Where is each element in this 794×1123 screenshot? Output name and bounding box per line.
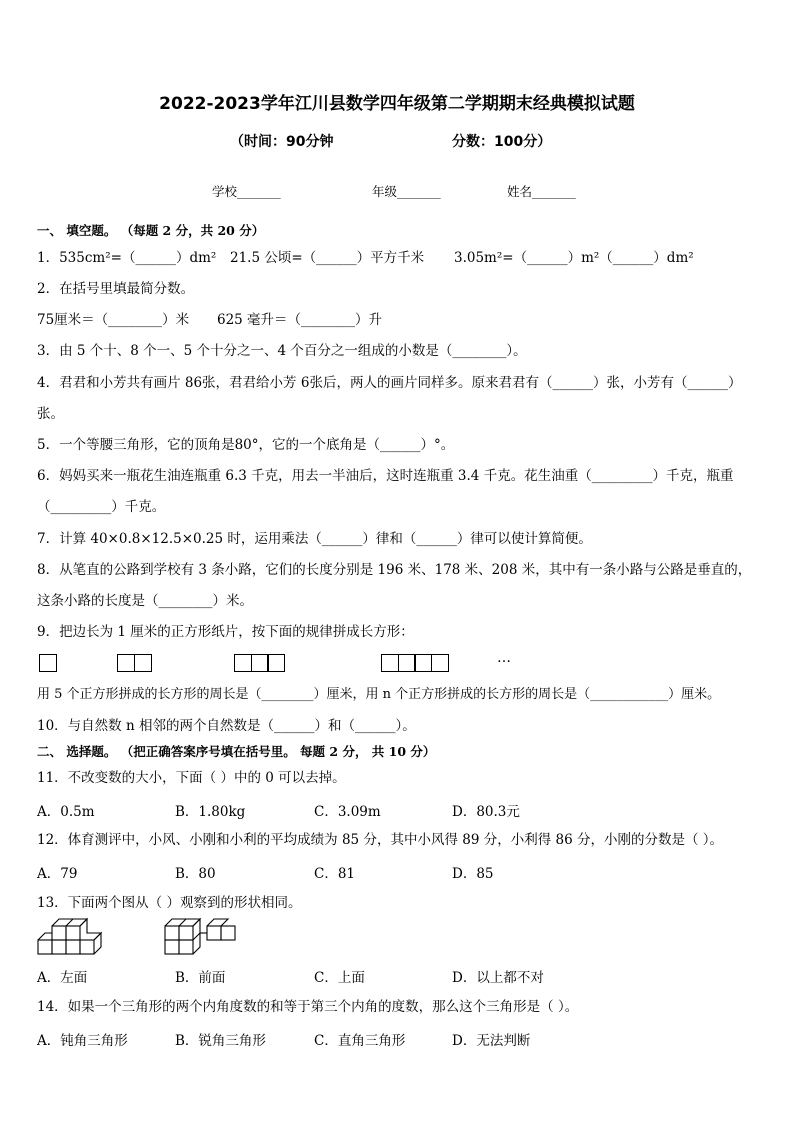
unit-square (267, 654, 285, 672)
unit-square (234, 654, 252, 672)
cube-figure-2 (164, 918, 240, 958)
question-12-option-a: A．79 (37, 866, 78, 882)
question-5: 5．一个等腰三角形，它的顶角是80°，它的一个底角是（______）°。 (37, 437, 455, 453)
question-12: 12．体育测评中，小风、小刚和小利的平均成绩为 85 分，其中小风得 89 分，小利得 86 分，小刚的分数是（ ）。 (37, 832, 724, 848)
question-12-option-b: B．80 (175, 866, 216, 882)
square-strip-1 (39, 654, 56, 672)
unit-square (134, 654, 152, 672)
question-6-line-2: （_________）千克。 (37, 499, 166, 515)
question-1-part-a: 1．535cm²=（______）dm² (37, 250, 217, 266)
question-3: 3．由 5 个十、8 个一、5 个十分之一、4 个百分之一组成的小数是（________）。 (37, 343, 527, 359)
section-heading-fill-in: 一、 填空题。 （每题 2 分，共 20 分） (37, 223, 265, 238)
unit-square (381, 654, 399, 672)
question-11-option-b: B．1.80kg (175, 804, 246, 820)
question-11-option-a: A．0.5m (37, 804, 95, 820)
question-8-line-2: 这条小路的长度是（________）米。 (37, 593, 253, 609)
question-13-option-d: D．以上都不对 (452, 970, 544, 986)
unit-square (431, 654, 449, 672)
question-7: 7．计算 40×0.8×12.5×0.25 时，运用乘法（______）律和（______）律可以使计算简便。 (37, 531, 592, 547)
question-14-option-a: A．钝角三角形 (37, 1033, 128, 1049)
question-14-option-c: C．直角三角形 (314, 1033, 406, 1049)
question-13-option-b: B．前面 (175, 970, 226, 986)
question-13: 13．下面两个图从（ ）观察到的形状相同。 (37, 895, 302, 911)
question-12-option-c: C．81 (314, 866, 356, 882)
unit-square (251, 654, 269, 672)
grade-field: 年级_______ (372, 184, 441, 199)
name-field: 姓名_______ (507, 184, 576, 199)
exam-score: 分数：100分） (452, 134, 552, 150)
question-13-option-c: C．上面 (314, 970, 365, 986)
exam-time: （时间：90分钟 (230, 134, 334, 150)
question-4-line-2: 张。 (37, 406, 64, 422)
unit-square (414, 654, 432, 672)
question-14: 14．如果一个三角形的两个内角度数的和等于第三个内角的度数，那么这个三角形是（ ）。 (37, 999, 579, 1015)
question-14-option-d: D．无法判断 (452, 1033, 531, 1049)
unit-square (39, 654, 57, 672)
cube-figure-1 (37, 918, 109, 958)
question-11-option-c: C．3.09m (314, 804, 381, 820)
question-14-option-b: B．锐角三角形 (175, 1033, 266, 1049)
question-10: 10．与自然数 n 相邻的两个自然数是（______）和（______）。 (37, 718, 416, 734)
unit-square (398, 654, 416, 672)
question-2-part-b: 625 毫升＝（________）升 (217, 312, 383, 328)
page-title: 2022-2023学年江川县数学四年级第二学期期末经典模拟试题 (159, 94, 635, 114)
question-12-option-d: D．85 (452, 866, 494, 882)
school-field: 学校_______ (212, 184, 281, 199)
section-heading-choice: 二、 选择题。 （把正确答案序号填在括号里。 每题 2 分， 共 10 分） (37, 744, 436, 759)
question-13-option-a: A．左面 (37, 970, 88, 986)
question-9-prompt: 9．把边长为 1 厘米的正方形纸片，按下面的规律拼成长方形： (37, 624, 414, 640)
question-1-part-b: 21.5 公顷=（______）平方千米 (230, 250, 425, 266)
question-8-line-1: 8．从笔直的公路到学校有 3 条小路，它们的长度分别是 196 米、178 米、208 米，其中有一条小路与公路是垂直的， (37, 562, 752, 578)
question-2-part-a: 75厘米＝（________）米 (37, 312, 190, 328)
question-6-line-1: 6．妈妈买来一瓶花生油连瓶重 6.3 千克，用去一半油后，这时连瓶重 3.4 千克。花生油重（_________）千克，瓶重 (37, 468, 734, 484)
square-strip-2 (117, 654, 150, 672)
square-strip-3 (234, 654, 284, 672)
question-11-option-d: D．80.3元 (452, 804, 520, 820)
question-9-answer-line: 用 5 个正方形拼成的长方形的周长是（________）厘米，用 n 个正方形拼成的长方形的周长是（____________）厘米。 (37, 687, 721, 702)
square-strip-4 (381, 654, 448, 672)
question-11: 11．不改变数的大小，下面（ ）中的 0 可以去掉。 (37, 770, 346, 786)
question-1-part-c: 3.05m²=（______）m²（______）dm² (454, 250, 694, 266)
question-2-prompt: 2．在括号里填最简分数。 (37, 281, 195, 297)
unit-square (117, 654, 135, 672)
question-4-line-1: 4．君君和小芳共有画片 86张，君君给小芳 6张后，两人的画片同样多。原来君君有（______）张，小芳有（______） (37, 375, 742, 391)
continuation-ellipsis: … (497, 650, 511, 666)
